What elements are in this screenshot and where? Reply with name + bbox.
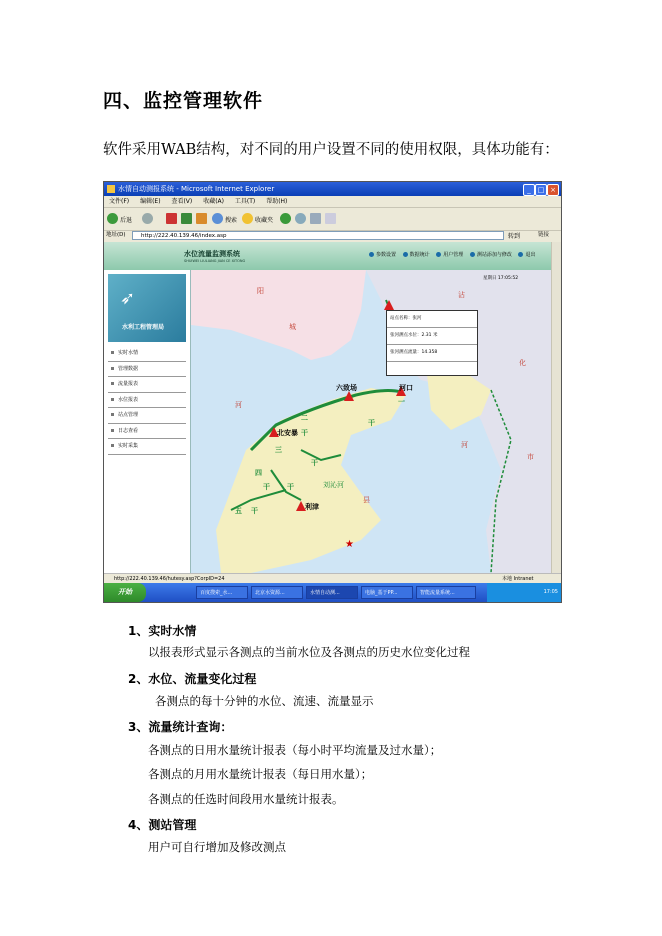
search-label[interactable]: 搜索 <box>225 217 238 224</box>
intro-paragraph: 软件采用WAB结构，对不同的用户设置不同的使用权限，具体功能有： <box>103 142 559 158</box>
info-water-level: 张河测点水位：2.31 米 <box>387 328 477 345</box>
menu-view[interactable]: 查看(V) <box>171 198 193 205</box>
task-4[interactable]: 电脑_基于PP... <box>361 586 413 599</box>
map-label-r2: 城 <box>289 323 296 331</box>
menu-item-log[interactable]: 日志查看 <box>108 424 186 440</box>
map-label-g3: 三 <box>275 446 282 454</box>
region-north <box>191 270 366 360</box>
map-label-g10: 干 <box>263 483 270 491</box>
section-heading: 四、监控管理软件 <box>103 90 264 112</box>
task-2[interactable]: 北京水资源... <box>251 586 303 599</box>
map-station-name: 刘沁河 <box>323 481 344 489</box>
nav-users[interactable]: 用户管理 <box>436 251 463 258</box>
links-label[interactable]: 链接 <box>538 232 550 238</box>
map-label-r1: 阳 <box>257 287 264 295</box>
item-text-4: 用户可自行增加及修改测点 <box>148 840 286 854</box>
back-label[interactable]: 后退 <box>120 217 133 224</box>
vertical-scrollbar[interactable] <box>551 242 562 573</box>
window-titlebar <box>104 182 561 196</box>
search-icon[interactable] <box>212 213 223 224</box>
address-input[interactable]: http://222.40.139.46/index.asp <box>132 231 504 240</box>
menu-file[interactable]: 文件(F) <box>109 198 130 205</box>
start-button[interactable]: 开始 <box>104 583 146 602</box>
nav-params[interactable]: 参数设置 <box>369 251 396 258</box>
map-label-g6: 干 <box>368 419 375 427</box>
system-title: 水位流量监测系统 <box>184 250 240 258</box>
datetime: 星期日 17:05:52 <box>483 276 519 281</box>
map-label-b3: 北安暴 <box>277 429 298 437</box>
home-icon[interactable] <box>196 213 207 224</box>
map-label-b4: 利津 <box>305 503 319 511</box>
map-label-g5: 五 <box>235 507 242 515</box>
map-label-r7: 河 <box>461 441 468 449</box>
item-title-3: 3、流量统计查询： <box>128 720 233 734</box>
map-label-b1: 六致场 <box>336 384 357 392</box>
top-nav <box>369 251 540 258</box>
map-label-g9: 干 <box>287 483 294 491</box>
menu-bar <box>104 196 561 207</box>
item-title-1: 1、实时水情 <box>128 624 197 638</box>
go-button[interactable]: 转到 <box>508 233 521 240</box>
menu-help[interactable]: 帮助(H) <box>266 198 288 205</box>
map-label-g4: 四 <box>255 469 262 477</box>
item-text-1: 以报表形式显示各测点的当前水位及各测点的历史水位变化过程 <box>148 645 470 659</box>
menu-tools[interactable]: 工具(T) <box>234 198 256 205</box>
land-delta <box>216 388 406 573</box>
info-flow: 张河测点流量：14.358 <box>387 345 477 362</box>
map-label-g2: 二 <box>301 414 308 422</box>
left-menu <box>108 346 186 455</box>
browser-toolbar <box>104 207 561 231</box>
web-page <box>104 242 551 573</box>
stop-icon[interactable] <box>166 213 177 224</box>
minimize-icon[interactable]: _ <box>523 184 535 196</box>
nav-stats[interactable]: 数据统计 <box>403 251 430 258</box>
map-label-g7: 干 <box>301 429 308 437</box>
station-map[interactable] <box>191 270 551 573</box>
info-station-name: 站点名称：张河 <box>387 311 477 328</box>
menu-item-stations[interactable]: 站点管理 <box>108 408 186 424</box>
refresh-icon[interactable] <box>181 213 192 224</box>
map-label-r5: 沾 <box>458 291 465 299</box>
history-icon[interactable] <box>295 213 306 224</box>
status-zone: 本地 Intranet <box>502 576 534 582</box>
system-tray: 17:05 <box>487 583 561 602</box>
map-label-r8: 市 <box>527 453 534 461</box>
item-title-2: 2、水位、流量变化过程 <box>128 672 257 686</box>
map-label-g1: 一 <box>398 398 405 406</box>
system-subtitle: SHUIWEI LIULIANG JIAN CE XITONG <box>184 259 246 263</box>
map-label-r4: 县 <box>363 496 370 504</box>
system-banner <box>104 242 551 270</box>
address-label: 地址(D) <box>106 232 126 238</box>
item-text-3a: 各测点的日用水量统计报表（每小时平均流量及过水量）； <box>148 743 442 757</box>
favorites-label[interactable]: 收藏夹 <box>255 217 274 224</box>
software-screenshot <box>103 181 562 603</box>
menu-item-manage[interactable]: 管理数据 <box>108 362 186 378</box>
task-1[interactable]: 百度搜索_水... <box>196 586 248 599</box>
nav-stations[interactable]: 测站添加与修改 <box>470 251 512 258</box>
close-icon[interactable]: × <box>547 184 559 196</box>
edit-icon[interactable] <box>325 213 336 224</box>
nav-exit[interactable]: 退出 <box>518 251 535 258</box>
map-label-b2: 河口 <box>399 384 413 392</box>
menu-item-realtime[interactable]: 实时水情 <box>108 346 186 362</box>
address-bar <box>104 230 561 241</box>
logo-text: 水利工程管理局 <box>122 324 165 331</box>
item-text-3b: 各测点的月用水量统计报表（每日用水量）； <box>148 767 373 781</box>
agency-logo <box>108 274 186 342</box>
task-5[interactable]: 智能流量系统... <box>416 586 476 599</box>
ie-icon <box>107 185 115 193</box>
left-panel <box>104 270 191 573</box>
map-label-g8: 干 <box>311 459 318 467</box>
back-icon[interactable] <box>107 213 118 224</box>
item-text-2: 各测点的每十分钟的水位、流速、流量显示 <box>155 694 374 708</box>
menu-item-level-report[interactable]: 水位报表 <box>108 393 186 409</box>
media-icon[interactable] <box>280 213 291 224</box>
item-title-4: 4、测站管理 <box>128 818 197 832</box>
map-label-r3: 河 <box>235 401 242 409</box>
menu-item-flow-report[interactable]: 流量报表 <box>108 377 186 393</box>
maximize-icon[interactable]: □ <box>535 184 547 196</box>
bird-icon: ➶ <box>120 288 136 309</box>
taskbar <box>104 583 561 602</box>
print-icon[interactable] <box>310 213 321 224</box>
favorites-icon[interactable] <box>242 213 253 224</box>
window-title: 水情自动测报系统 - Microsoft Internet Explorer <box>118 185 275 193</box>
menu-edit[interactable]: 编辑(E) <box>140 198 161 205</box>
map-label-r6: 化 <box>519 359 526 367</box>
map-label-g11: 干 <box>251 507 258 515</box>
forward-icon[interactable] <box>142 213 153 224</box>
star-icon: ★ <box>345 539 354 550</box>
menu-item-collect[interactable]: 实时采集 <box>108 439 186 455</box>
station-info-popup <box>386 310 478 376</box>
menu-favorites[interactable]: 收藏(A) <box>203 198 224 205</box>
item-text-3c: 各测点的任选时间段用水量统计报表。 <box>148 792 344 806</box>
status-url: http://222.40.139.46/hutesy.asp?CorpID=24 <box>114 576 225 582</box>
task-3[interactable]: 水情自动测... <box>306 586 358 599</box>
